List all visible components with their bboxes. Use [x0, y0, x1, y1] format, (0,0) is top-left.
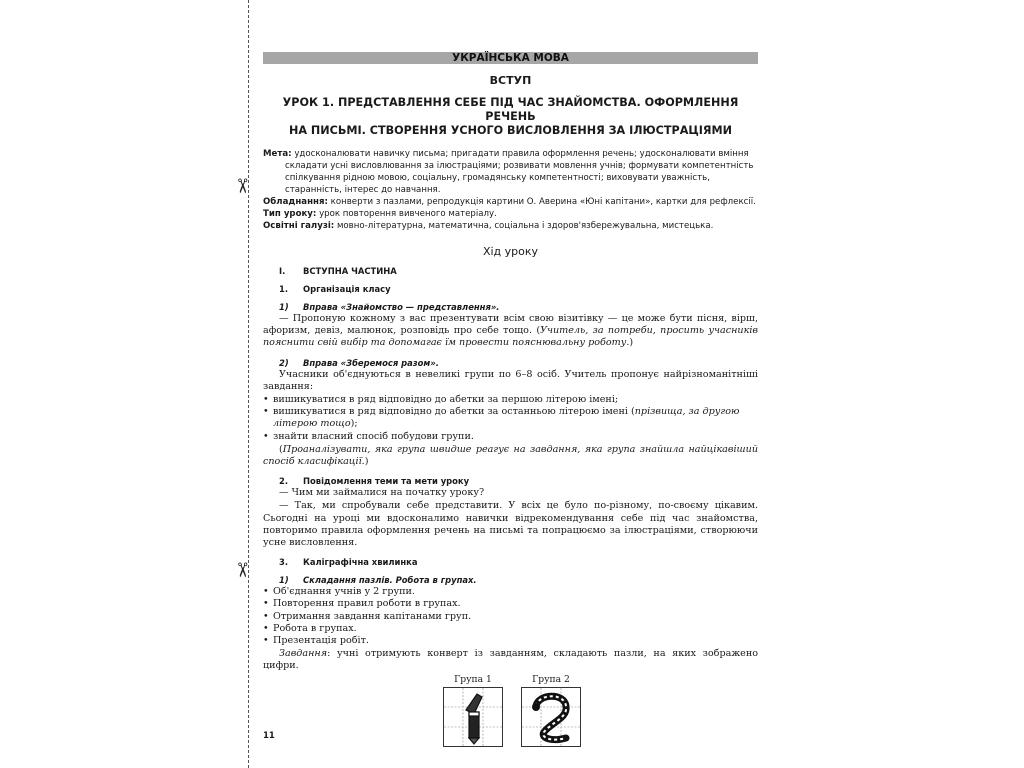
areas-text: мовно-літературна, математична, соціальна і здоров'язбережувальна, мистецька.	[336, 221, 714, 231]
exercise-title: Вправа «Знайомство — представлення».	[303, 302, 500, 312]
step-title: Повідомлення теми та мети уроку	[303, 476, 470, 487]
lesson-title-line-1: УРОК 1. ПРЕДСТАВЛЕННЯ СЕБЕ ПІД ЧАС ЗНАЙОМСТВА. ОФОРМЛЕННЯ РЕЧЕНЬ	[282, 96, 739, 123]
page-number: 11	[263, 731, 275, 741]
goal-text: удосконалювати навичку письма; пригадати правила оформлення речень; удосконалювати вміння складати усні висловлювання за ілюстраціями; розвивати мовлення учнів; формувати компетентність спілкування рідною мовою, соціальну, громадянську компетентності; виховувати уважність, старанність, інтерес до навчання.	[285, 149, 754, 195]
list-item: • вишикуватися в ряд відповідно до абетки за першою літерою імені;	[263, 394, 758, 406]
list-item: • Об'єднання учнів у 2 групи.	[263, 586, 758, 598]
lesson-title	[263, 96, 758, 138]
text-end: )	[364, 456, 369, 468]
text-plain: (	[279, 443, 283, 455]
step-heading-1	[263, 284, 758, 294]
text-italic: Проаналізувати, яка група швидше реагує на завдання, яка група знайшла найцікавіший спосіб класифікації.	[263, 443, 758, 468]
puzzle-digit-2-image	[521, 687, 581, 747]
lesson-type-label: Тип уроку:	[263, 209, 317, 219]
list-item: • знайти власний спосіб побудови групи.	[263, 431, 758, 443]
exercise-number: 2)	[279, 357, 289, 368]
step-number: 3.	[279, 557, 289, 568]
step-heading-2	[263, 476, 758, 486]
step-title: Каліграфічна хвилинка	[303, 557, 418, 568]
pencil-digit-icon	[444, 688, 502, 746]
equipment-label: Обладнання:	[263, 197, 328, 207]
course-heading: Хід уроку	[482, 245, 539, 258]
goal-label: Мета:	[263, 149, 292, 159]
step-number: 1.	[279, 284, 289, 294]
list-item: • Отримання завдання капітанами груп.	[263, 611, 758, 623]
lesson-type	[263, 208, 758, 220]
list-item: • Повторення правил роботи в групах.	[263, 598, 758, 610]
task-text	[263, 648, 758, 672]
exercise-2-note	[263, 444, 758, 468]
section-title: ВСТУП	[489, 74, 532, 87]
list-item: • Презентація робіт.	[263, 635, 758, 647]
subject-header: УКРАЇНСЬКА МОВА	[263, 52, 758, 64]
exercise-number: 1)	[279, 575, 289, 586]
part-number: I.	[279, 266, 286, 276]
exercise-number: 1)	[279, 302, 289, 312]
dialog-answer: — Так, ми спробували себе представити. У всіх це було по-різному, по-своєму цікавим. Сьогодні на уроці ми вдосконалимо навички відрекомендування себе під час знайомства, повторимо правила оформлення речень на письмі та попрацюємо за ілюстраціями, створюючи усне висловлення.	[263, 500, 758, 549]
text-italic: прізвища, за другою літерою тощо	[273, 406, 740, 430]
dialog-question: — Чим ми займалися на початку уроку?	[279, 487, 485, 499]
group-1	[443, 674, 503, 747]
exercise-2-intro: Учасники об'єднуються в невеликі групи по 6–8 осіб. Учитель пропонує найрізноманітніші завдання:	[263, 368, 758, 392]
educational-areas	[263, 220, 758, 232]
equipment-text: конверти з пазлами, репродукція картини О. Аверина «Юні капітани», картки для рефлексії.	[330, 197, 756, 207]
exercise-1-text	[263, 313, 758, 350]
exercise-3-list	[263, 586, 758, 647]
group-1-caption: Група 1	[454, 673, 492, 685]
equipment	[263, 196, 758, 208]
task-body: : учні отримують конверт із завданням, складають пазли, на яких зображено цифри.	[263, 648, 758, 672]
text-plain: — Пропоную кожному з вас презентувати всім свою візитівку — це може бути пісня, вірш, афоризм, девіз, малюнок, розповідь про себе тощо. (	[263, 313, 758, 337]
step-title: Організація класу	[303, 284, 391, 294]
puzzle-digit-1-image	[443, 687, 503, 747]
group-2-caption: Група 2	[532, 673, 570, 685]
lesson-type-text: урок повторення вивченого матеріалу.	[319, 209, 497, 219]
part-heading	[263, 266, 758, 276]
list-item: • Робота в групах.	[263, 623, 758, 635]
text-end: )	[629, 337, 634, 349]
exercise-2-list	[263, 394, 758, 443]
step-heading-3	[263, 557, 758, 567]
puzzle-groups	[443, 674, 758, 747]
part-title: ВСТУПНА ЧАСТИНА	[303, 266, 397, 276]
exercise-title: Складання пазлів. Робота в групах.	[303, 575, 477, 586]
goal	[263, 148, 758, 196]
exercise-heading-1	[263, 302, 758, 312]
group-2	[521, 674, 581, 747]
snake-digit-icon	[522, 688, 580, 746]
text-end: );	[350, 418, 358, 430]
exercise-title: Вправа «Зберемося разом».	[303, 357, 439, 368]
text-italic: Учитель, за потреби, просить учасників пояснити свій вибір та допомагає їм провести пояснювальну роботу.	[263, 325, 758, 349]
scissors-icon: ✂	[230, 177, 255, 195]
cut-line	[248, 0, 249, 768]
exercise-heading-3	[263, 575, 758, 585]
scissors-icon: ✂	[230, 561, 255, 579]
page-content	[263, 52, 758, 747]
areas-label: Освітні галузі:	[263, 221, 335, 231]
step-number: 2.	[279, 476, 289, 487]
list-item	[263, 406, 758, 430]
lesson-title-line-2: НА ПИСЬМІ. СТВОРЕННЯ УСНОГО ВИСЛОВЛЕННЯ ЗА ІЛЮСТРАЦІЯМИ	[288, 124, 733, 137]
task-label: Завдання	[279, 648, 328, 660]
text-plain: вишикуватися в ряд відповідно до абетки за останньою літерою імені (	[273, 406, 635, 418]
exercise-heading-2	[263, 358, 758, 368]
lesson-meta	[263, 148, 758, 232]
